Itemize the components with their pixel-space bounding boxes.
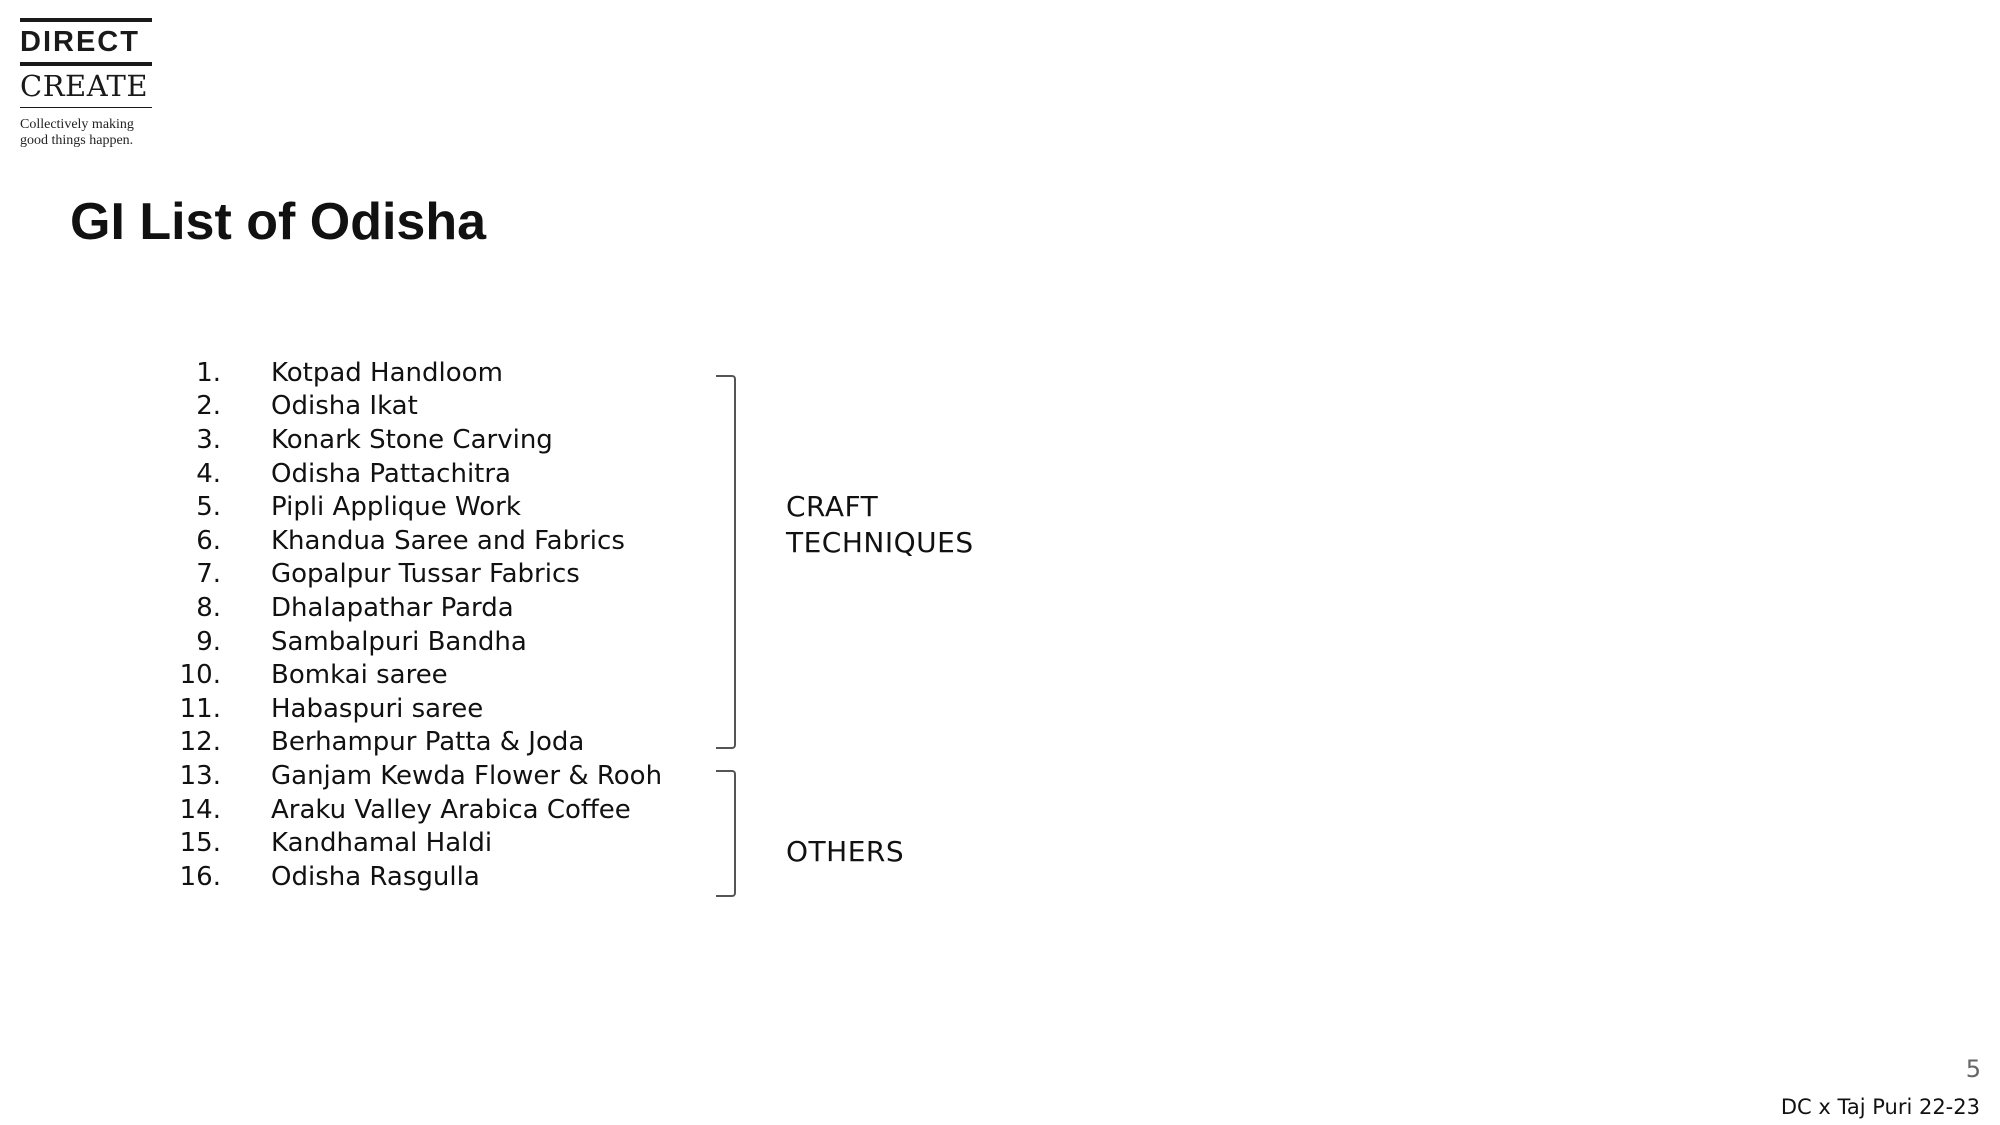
list-item [170,524,662,558]
list-item-text: Ganjam Kewda Flower & Rooh [271,760,663,791]
logo-word-create: CREATE [20,69,149,103]
others-label: OTHERS [786,835,905,868]
list-item-number: 8. [196,592,221,623]
craft-label-line1: CRAFT [786,490,879,523]
list-item-number: 9. [196,626,221,657]
list-item [170,390,662,424]
list-item-number: 4. [196,458,221,489]
footer-text: DC x Taj Puri 22-23 [1780,1095,1980,1119]
list-item-number: 13. [179,760,221,791]
list-item [170,356,662,390]
list-item-text: Berhampur Patta & Joda [271,727,585,758]
list-item [170,558,662,592]
logo-rule-bottom [20,107,152,108]
craft-label-line2: TECHNIQUES [786,526,974,559]
list-item-text: Gopalpur Tussar Fabrics [271,559,580,590]
list-item [170,591,662,625]
list-item [170,759,662,793]
list-item-text: Kotpad Handloom [271,357,503,388]
list-item-number: 3. [196,424,221,455]
list-item-text: Odisha Pattachitra [271,458,511,489]
list-item-text: Bomkai saree [271,660,448,691]
list-item-text: Pipli Applique Work [271,492,521,523]
list-item-number: 7. [196,559,221,590]
craft-techniques-bracket [716,375,736,749]
gi-list [170,356,662,894]
list-item [170,625,662,659]
list-item-number: 11. [179,693,221,724]
list-item [170,826,662,860]
logo-rule-middle [20,62,152,66]
list-item-text: Khandua Saree and Fabrics [271,525,625,556]
list-item [170,860,662,894]
list-item-number: 12. [179,727,221,758]
list-item-text: Dhalapathar Parda [271,592,514,623]
others-bracket [716,770,736,897]
list-item-text: Konark Stone Carving [271,424,553,455]
list-item-number: 6. [196,525,221,556]
craft-techniques-label [786,489,1046,561]
list-item-text: Kandhamal Haldi [271,828,493,859]
list-item-number: 5. [196,492,221,523]
list-item [170,658,662,692]
list-item-number: 16. [179,861,221,892]
list-item [170,490,662,524]
list-item-number: 10. [179,660,221,691]
direct-create-logo [20,18,160,149]
list-item-number: 2. [196,391,221,422]
list-item-text: Odisha Ikat [271,391,418,422]
list-item [170,692,662,726]
page-number: 5 [1965,1055,1981,1083]
list-item-text: Araku Valley Arabica Coffee [271,794,631,825]
list-item-text: Odisha Rasgulla [271,861,480,892]
list-item-text: Habaspuri saree [271,693,484,724]
page-title: GI List of Odisha [70,193,487,251]
list-item-number: 1. [196,357,221,388]
logo-rule-top [20,18,152,22]
logo-tagline: Collectively making good things happen. [20,117,134,148]
list-item [170,793,662,827]
list-item-number: 14. [179,794,221,825]
list-item [170,423,662,457]
list-item-text: Sambalpuri Bandha [271,626,527,657]
list-item-number: 15. [179,828,221,859]
list-item [170,457,662,491]
logo-word-direct: DIRECT [20,26,140,58]
list-item [170,726,662,760]
